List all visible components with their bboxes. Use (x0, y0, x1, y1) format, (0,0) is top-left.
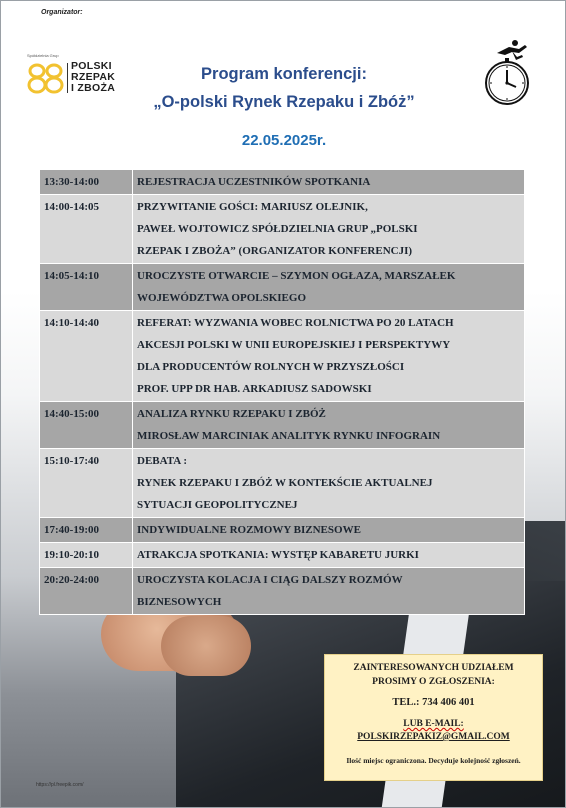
schedule-row (40, 568, 525, 615)
info-line: ZAINTERESOWANYCH UDZIAŁEM (353, 663, 514, 673)
logo-small-text: Spółdzielnia Grup (27, 53, 59, 58)
schedule-row (40, 449, 525, 518)
schedule-description-line: DEBATA : (137, 455, 188, 467)
conference-name: „O-polski Rynek Rzepaku i Zbóż” (153, 93, 415, 111)
schedule-row (40, 311, 525, 402)
schedule-description-line: SYTUACJI GEOPOLITYCZNEJ (137, 499, 298, 511)
schedule-description-line: PROF. UPP DR HAB. ARKADIUSZ SADOWSKI (137, 383, 372, 395)
schedule-description-line: AKCESJI POLSKI W UNII EUROPEJSKIEJ I PERSPEKTYWY (137, 339, 451, 351)
schedule-row (40, 195, 525, 264)
schedule-time: 14:00-14:05 (40, 195, 133, 264)
schedule-description-line: INDYWIDUALNE ROZMOWY BIZNESOWE (137, 524, 361, 536)
schedule-description (133, 402, 525, 449)
email-label (325, 719, 542, 729)
email-label-text: LUB E-MAIL: (403, 719, 464, 729)
hand-shape (161, 616, 251, 676)
schedule-description-line: PRZYWITANIE GOŚCI: MARIUSZ OLEJNIK, (137, 201, 368, 213)
logo-line: RZEPAK (71, 71, 116, 83)
schedule-description (133, 568, 525, 615)
schedule-row (40, 543, 525, 568)
schedule-time: 14:05-14:10 (40, 264, 133, 311)
schedule-row (40, 402, 525, 449)
schedule-time: 14:10-14:40 (40, 311, 133, 402)
schedule-description-line: RZEPAK I ZBOŻA” (ORGANIZATOR KONFERENCJI) (137, 245, 413, 257)
schedule-time: 20:20-24:00 (40, 568, 133, 615)
schedule-time: 15:10-17:40 (40, 449, 133, 518)
schedule-description (133, 264, 525, 311)
schedule-description-line: DLA PRODUCENTÓW ROLNYCH W PRZYSZŁOŚCI (137, 361, 405, 373)
logo-line: I ZBOŻA (71, 82, 116, 94)
schedule-description (133, 543, 525, 568)
schedule-time: 19:10-20:10 (40, 543, 133, 568)
schedule-time: 14:40-15:00 (40, 402, 133, 449)
image-source-credit: https://pl.freepik.com/ (36, 782, 84, 788)
schedule-row (40, 170, 525, 195)
email-link[interactable]: POLSKIRZEPAKIZ@GMAIL.COM (357, 732, 510, 742)
schedule-description-line: MIROSŁAW MARCINIAK ANALITYK RYNKU INFOGRAIN (137, 430, 441, 442)
limited-seats-note: Ilość miejsc ograniczona. Decyduje kolejność zgłoszeń. (346, 756, 521, 765)
schedule-description (133, 449, 525, 518)
phone-number: TEL.: 734 406 401 (392, 697, 475, 708)
schedule-description-line: REFERAT: WYZWANIA WOBEC ROLNICTWA PO 20 LATACH (137, 317, 454, 329)
running-clock-icon (479, 39, 539, 109)
schedule-description-line: BIZNESOWYCH (137, 596, 222, 608)
schedule-description-line: REJESTRACJA UCZESTNIKÓW SPOTKANIA (137, 176, 371, 188)
schedule-time: 17:40-19:00 (40, 518, 133, 543)
conference-date: 22.05.2025r. (241, 132, 327, 149)
logo-line: POLSKI (71, 60, 112, 72)
schedule-description-line: ATRAKCJA SPOTKANIA: WYSTĘP KABARETU JURKI (137, 549, 419, 561)
schedule-description-line: ANALIZA RYNKU RZEPAKU I ZBÓŻ (137, 408, 326, 420)
schedule-table (39, 169, 525, 615)
schedule-row (40, 518, 525, 543)
schedule-description-line: WOJEWÓDZTWA OPOLSKIEGO (137, 292, 307, 304)
schedule-description (133, 195, 525, 264)
schedule-description (133, 518, 525, 543)
schedule-row (40, 264, 525, 311)
schedule-description-line: UROCZYSTE OTWARCIE – SZYMON OGŁAZA, MARSZAŁEK (137, 270, 456, 282)
schedule-description-line: RYNEK RZEPAKU I ZBÓŻ W KONTEKŚCIE AKTUALNEJ (137, 477, 433, 489)
schedule-description-line: UROCZYSTA KOLACJA I CIĄG DALSZY ROZMÓW (137, 574, 403, 586)
schedule-description-line: PAWEŁ WOJTOWICZ SPÓŁDZIELNIA GRUP „POLSKI (137, 223, 418, 235)
schedule-description (133, 170, 525, 195)
info-line: PROSIMY O ZGŁOSZENIA: (372, 677, 495, 687)
registration-info-box (324, 654, 543, 781)
schedule-time: 13:30-14:00 (40, 170, 133, 195)
program-title: Program konferencji: (201, 65, 367, 83)
schedule-description (133, 311, 525, 402)
organizer-label: Organizator: (41, 9, 83, 16)
